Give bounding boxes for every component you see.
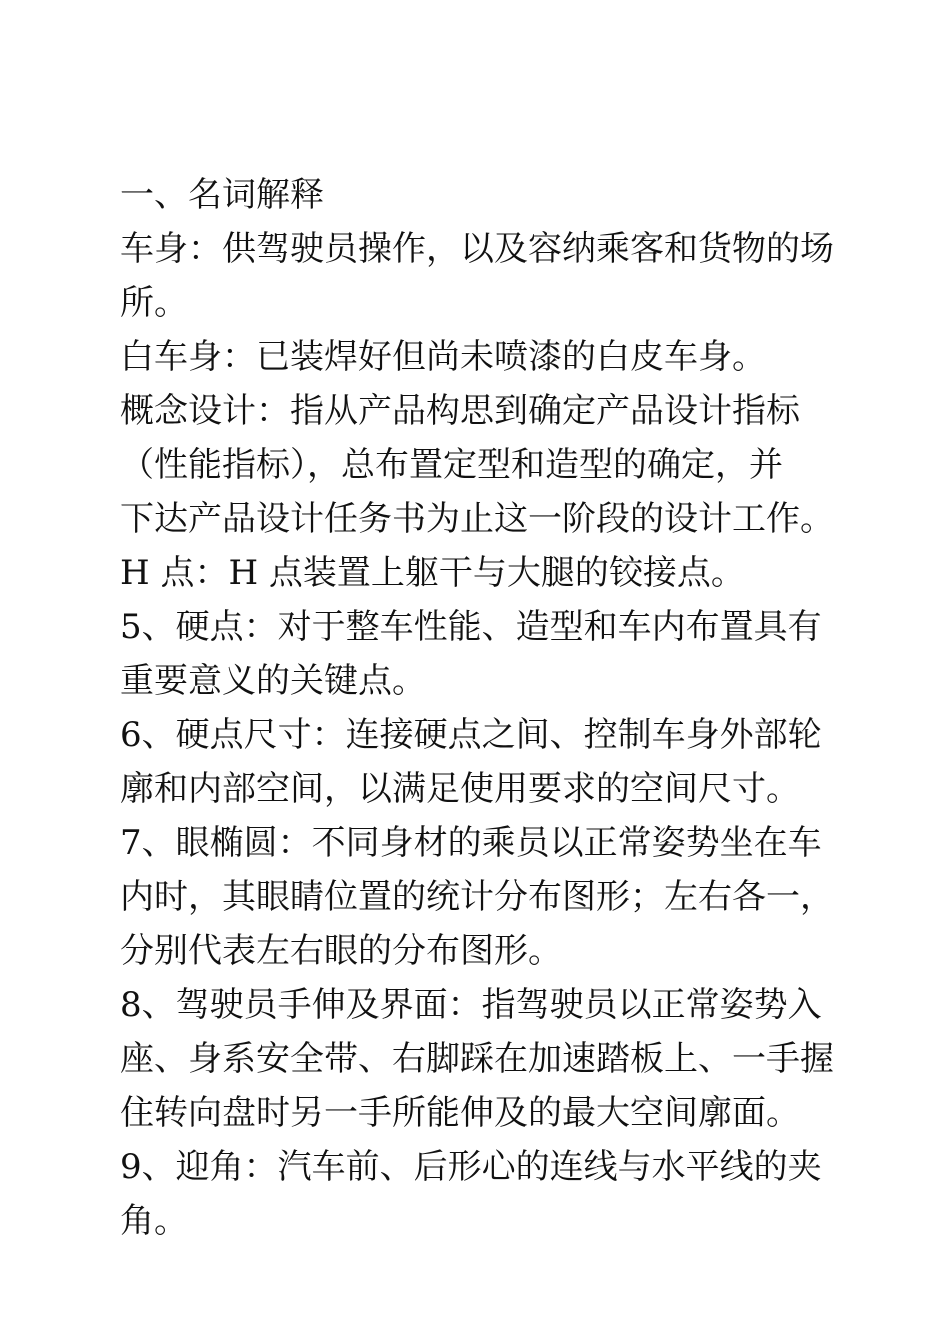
section-heading: 一、名词解释 (120, 175, 324, 215)
definition-line: 分别代表左右眼的分布图形。 (120, 931, 562, 971)
definition-line: H 点：H 点装置上躯干与大腿的铰接点。 (120, 553, 745, 593)
definition-line: 座、身系安全带、右脚踩在加速踏板上、一手握 (120, 1039, 834, 1079)
definition-line: 重要意义的关键点。 (120, 661, 426, 701)
document-body (120, 168, 835, 1248)
definition-line: 下达产品设计任务书为止这一阶段的设计工作。 (120, 499, 834, 539)
definition-line: 概念设计：指从产品构思到确定产品设计指标 (120, 391, 800, 431)
definition-line: 车身：供驾驶员操作，以及容纳乘客和货物的场 (120, 229, 834, 269)
definition-line: 7、眼椭圆：不同身材的乘员以正常姿势坐在车 (120, 823, 822, 863)
definition-line: 5、硬点：对于整车性能、造型和车内布置具有 (120, 607, 822, 647)
definition-line: 廓和内部空间，以满足使用要求的空间尺寸。 (120, 769, 800, 809)
definition-line: 8、驾驶员手伸及界面：指驾驶员以正常姿势入 (120, 985, 822, 1025)
definition-line: 角。 (120, 1201, 188, 1241)
definition-line: （性能指标），总布置定型和造型的确定，并 (120, 445, 783, 485)
definition-line: 内时，其眼睛位置的统计分布图形；左右各一， (120, 877, 834, 917)
definition-line: 白车身：已装焊好但尚未喷漆的白皮车身。 (120, 337, 766, 377)
definition-line: 9、迎角：汽车前、后形心的连线与水平线的夹 (120, 1147, 822, 1187)
definition-line: 所。 (120, 283, 188, 323)
definition-line: 6、硬点尺寸：连接硬点之间、控制车身外部轮 (120, 715, 822, 755)
definition-line: 住转向盘时另一手所能伸及的最大空间廓面。 (120, 1093, 800, 1133)
